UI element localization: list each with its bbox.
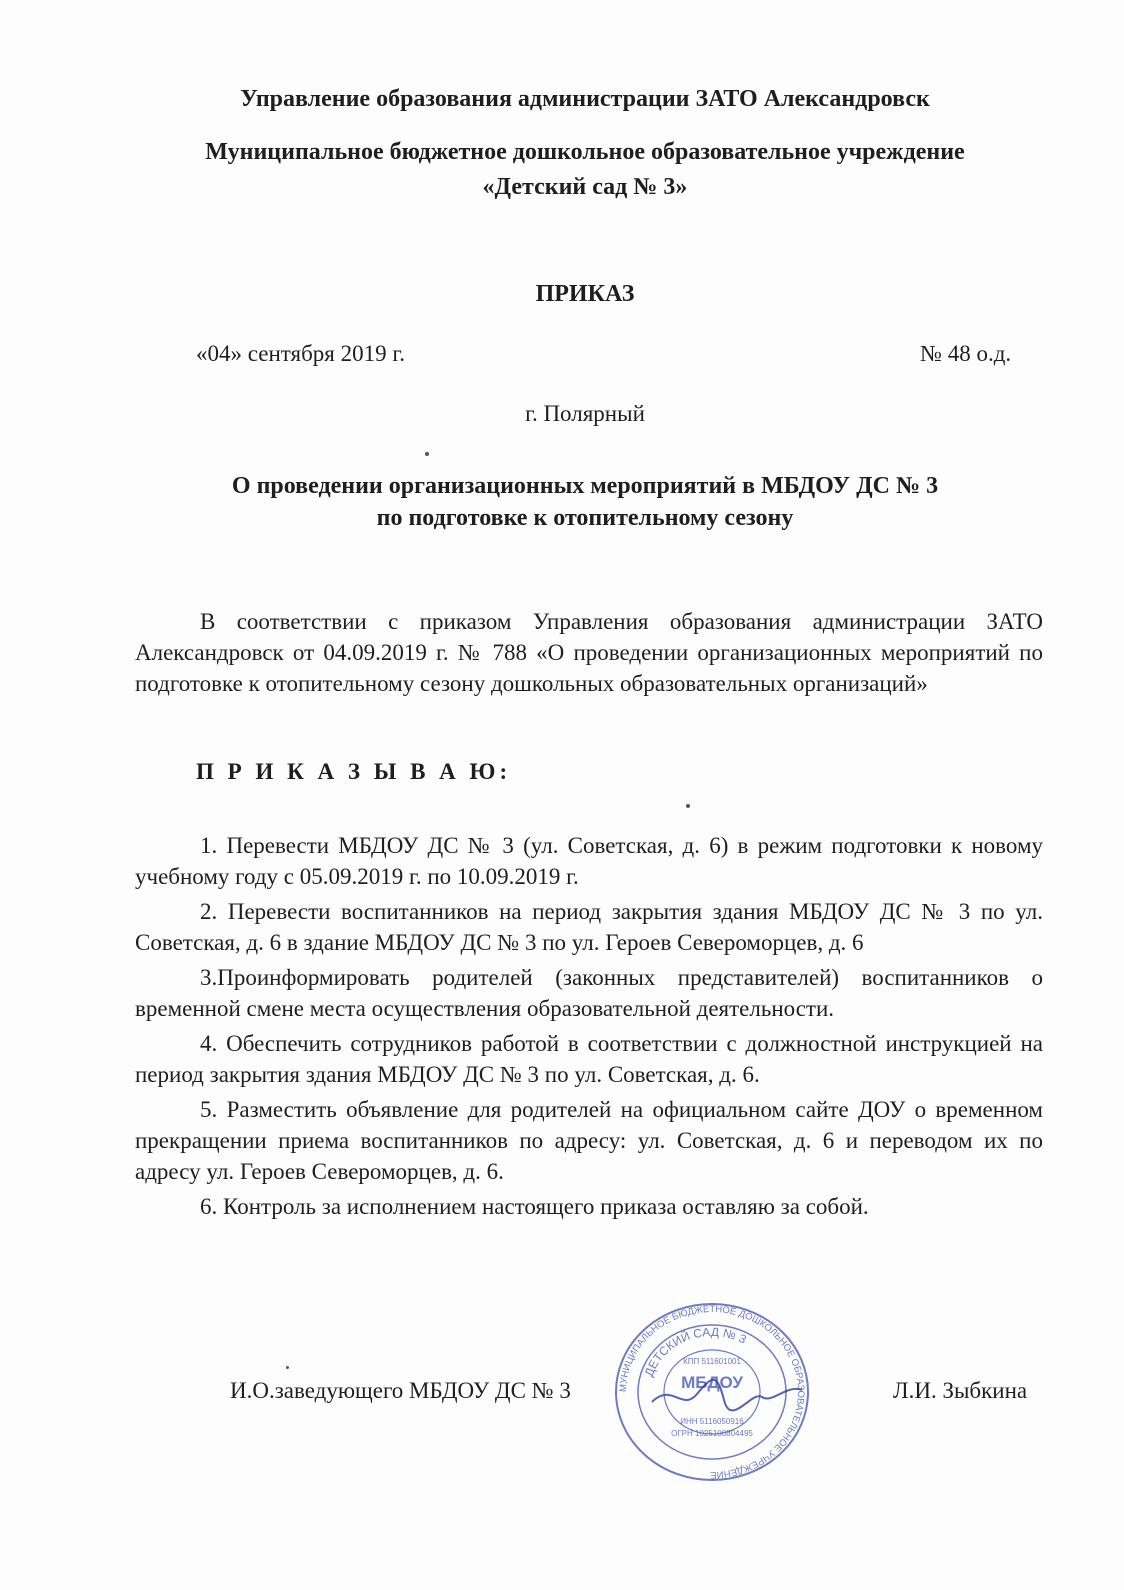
signatory-name: Л.И. Зыбкина bbox=[893, 1378, 1028, 1403]
stamp-kpp: КПП 511601001 bbox=[683, 1357, 741, 1366]
subject-line2: по подготовке к отопительному сезону bbox=[376, 505, 794, 531]
institution-name-line1: Муниципальное бюджетное дошкольное образовательное учреждение bbox=[205, 139, 965, 165]
preamble-text: В соответствии с приказом Управления образования администрации ЗАТО Александровск от 04.09.2019 г. № 788 «О проведении организационных мероприятий по подготовке к отопительному сезону дошкольных образовательных организаций» bbox=[135, 609, 1043, 696]
subject-line1: О проведении организационных мероприятий в МБДОУ ДС № 3 bbox=[231, 473, 939, 499]
order-date: «04» сентября 2019 г. bbox=[196, 341, 405, 366]
stamp-outer-text: МУНИЦИПАЛЬНОЕ БЮДЖЕТНОЕ ДОШКОЛЬНОЕ ОБРАЗОВАТЕЛЬНОЕ УЧРЕЖДЕНИЕ bbox=[617, 1303, 807, 1481]
order-item-1: 1. Перевести МБДОУ ДС № 3 (ул. Советская, д. 6) в режим подготовки к новому учебному году с 05.09.2019 г. по 10.09.2019 г. bbox=[135, 833, 1043, 889]
order-number: № 48 о.д. bbox=[920, 341, 1012, 366]
preamble-paragraph bbox=[135, 606, 1043, 699]
document-type-title: ПРИКАЗ bbox=[535, 281, 635, 307]
order-items-list bbox=[135, 830, 1043, 1226]
scan-speck bbox=[686, 804, 690, 808]
order-item-4: 4. Обеспечить сотрудников работой в соответствии с должностной инструкцией на период закрытия здания МБДОУ ДС № 3 по ул. Советская, д. 6. bbox=[135, 1031, 1043, 1087]
order-item-5: 5. Разместить объявление для родителей на официальном сайте ДОУ о временном прекращении приема воспитанников по адресу: ул. Советская, д. 6 и переводом их по адресу ул. Героев Североморцев, д. 6. bbox=[135, 1097, 1043, 1184]
stamp-inner-text: ДЕТСКИЙ САД № 3 bbox=[641, 1324, 749, 1379]
stamp-center-text: МБДОУ bbox=[681, 1373, 743, 1392]
official-stamp-icon bbox=[612, 1302, 812, 1482]
order-item-2: 2. Перевести воспитанников на период закрытия здания МБДОУ ДС № 3 по ул. Советская, д. 6 в здание МБДОУ ДС № 3 по ул. Героев Североморцев, д. 6 bbox=[135, 899, 1043, 955]
institution-name-line2: «Детский сад № 3» bbox=[482, 174, 688, 200]
signatory-position: И.О.заведующего МБДОУ ДС № 3 bbox=[230, 1378, 571, 1403]
authority-heading: Управление образования администрации ЗАТО Александровск bbox=[240, 86, 930, 112]
stamp-ogrn: ОГРН 1025100804495 bbox=[671, 1429, 753, 1438]
order-item-3: 3.Проинформировать родителей (законных представителей) воспитанников о временной смене места осуществления образовательной деятельности. bbox=[135, 965, 1043, 1021]
scan-speck bbox=[425, 452, 429, 456]
order-item-6: 6. Контроль за исполнением настоящего приказа оставляю за собой. bbox=[200, 1194, 869, 1219]
scan-speck bbox=[286, 1366, 289, 1369]
order-verb: П Р И К А З Ы В А Ю: bbox=[196, 759, 512, 784]
city: г. Полярный bbox=[525, 401, 645, 426]
stamp-inn: ИНН 5116050916 bbox=[680, 1417, 744, 1426]
